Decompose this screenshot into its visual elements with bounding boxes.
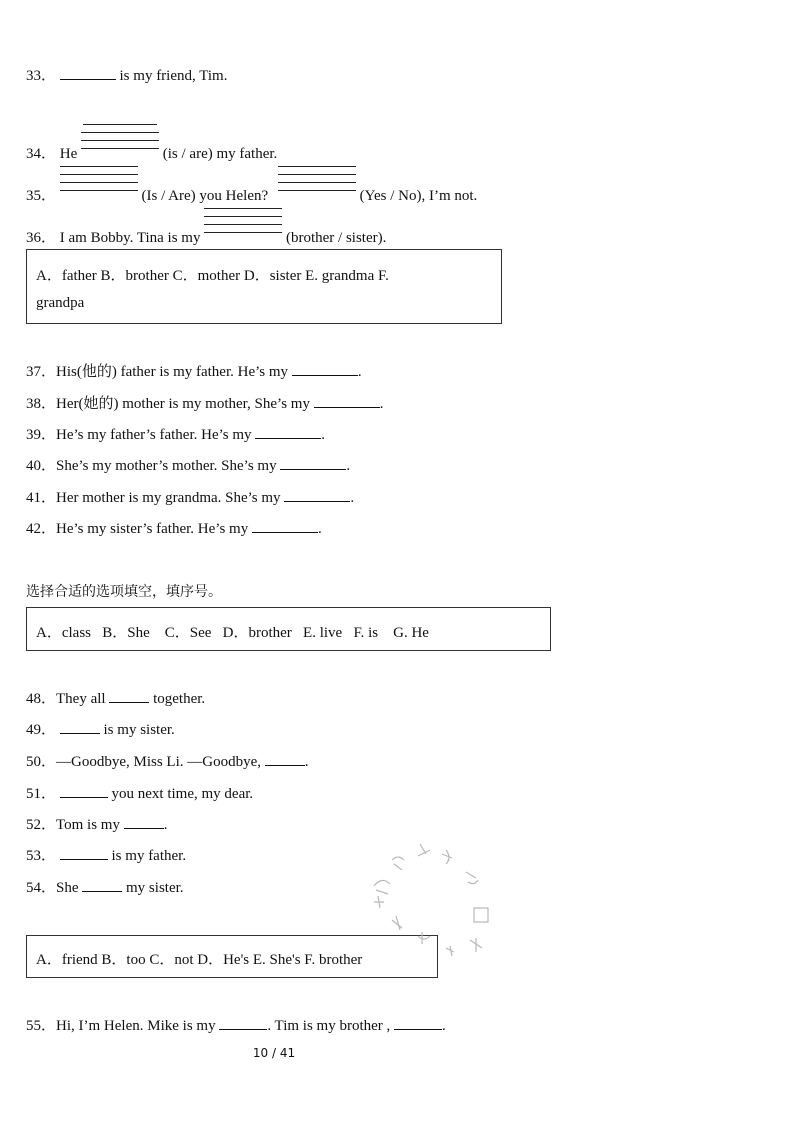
- answer-blank[interactable]: [394, 1017, 442, 1030]
- options-line: grandpa: [36, 295, 85, 311]
- answer-blank[interactable]: [109, 690, 149, 703]
- question-48: 48．They all together.: [26, 691, 206, 707]
- question-37: 37．His(他的) father is my father. He’s my .: [26, 364, 362, 380]
- answer-blank[interactable]: [284, 489, 350, 502]
- question-42: 42．He’s my sister’s father. He’s my .: [26, 521, 322, 537]
- question-40: 40．She’s my mother’s mother. She’s my .: [26, 458, 351, 474]
- section-instruction: 选择合适的选项填空，填序号。: [26, 584, 222, 600]
- question-49: 49． is my sister.: [26, 722, 175, 738]
- question-38: 38．Her(她的) mother is my mother, She’s my .: [26, 396, 384, 412]
- answer-blank[interactable]: [292, 363, 358, 376]
- answer-blank[interactable]: [124, 816, 164, 829]
- question-50: 50．—Goodbye, Miss Li. —Goodbye, .: [26, 754, 309, 770]
- answer-blank[interactable]: [60, 721, 100, 734]
- answer-blank[interactable]: [60, 785, 108, 798]
- answer-blank-stack[interactable]: [278, 186, 356, 200]
- answer-blank-stack[interactable]: [81, 144, 159, 158]
- question-54: 54．She my sister.: [26, 880, 184, 896]
- options-line: A．father B．brother C．mother D．sister E. grandma F.: [36, 268, 389, 284]
- options-line: A．class B．She C．See D．brother E. live F. is G. He: [36, 625, 429, 641]
- answer-blank-stack[interactable]: [60, 186, 138, 200]
- question-55: 55．Hi, I’m Helen. Mike is my . Tim is my brother , .: [26, 1018, 446, 1034]
- options-line: A．friend B．too C．not D．He's E. She's F. brother: [36, 952, 363, 968]
- question-52: 52．Tom is my .: [26, 817, 168, 833]
- question-41: 41．Her mother is my grandma. She’s my .: [26, 490, 355, 506]
- answer-blank[interactable]: [255, 426, 321, 439]
- answer-blank[interactable]: [265, 753, 305, 766]
- options-box: [26, 607, 551, 651]
- question-33: 33． is my friend, Tim.: [26, 68, 228, 84]
- answer-blank[interactable]: [314, 395, 380, 408]
- answer-blank[interactable]: [252, 520, 318, 533]
- answer-blank[interactable]: [60, 847, 108, 860]
- question-35: 35． (Is / Are) you Helen? (Yes / No), I’m not.: [26, 186, 477, 205]
- question-51: 51． you next time, my dear.: [26, 786, 254, 802]
- watermark-stamp: [362, 838, 502, 968]
- question-34: 34． He (is / are) my father.: [26, 144, 277, 163]
- question-39: 39．He’s my father’s father. He’s my .: [26, 427, 326, 443]
- question-36: 36． I am Bobby. Tina is my (brother / sister).: [26, 228, 386, 247]
- page-number: 10 / 41: [252, 1046, 296, 1060]
- answer-blank[interactable]: [60, 67, 116, 80]
- answer-blank[interactable]: [280, 457, 346, 470]
- answer-blank[interactable]: [82, 879, 122, 892]
- question-53: 53． is my father.: [26, 848, 187, 864]
- answer-blank-stack[interactable]: [204, 228, 282, 242]
- options-box: [26, 249, 502, 324]
- answer-blank[interactable]: [219, 1017, 267, 1030]
